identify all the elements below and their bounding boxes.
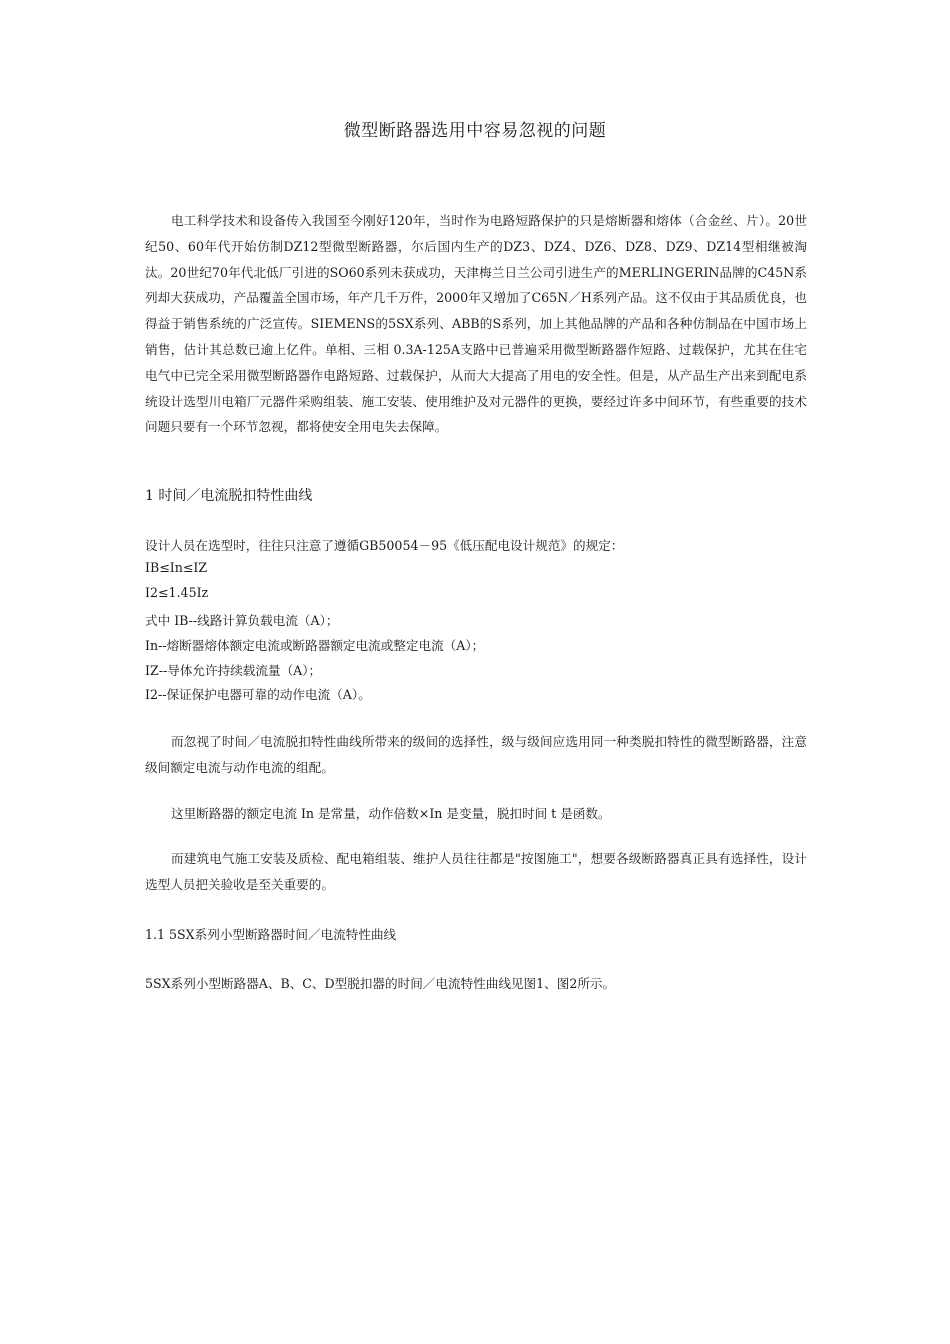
formula-line: IB≤In≤IZ [145,560,208,575]
section-1-1-heading: 1.1 5SX系列小型断路器时间／电流特性曲线 [145,927,397,942]
paragraph-selectivity: 而忽视了时间／电流脱扣特性曲线所带来的级间的选择性，级与级间应选用同一种类脱扣特性的微型断路器，注意级间额定电流与动作电流的组配。 [145,734,807,775]
paragraph-figure-reference: 5SX系列小型断路器A、B、C、D型脱扣器的时间／电流特性曲线见图1、图2所示。 [145,976,616,991]
formula-line: I2≤1.45Iz [145,585,209,600]
section-1-heading: 1 时间／电流脱扣特性曲线 [145,488,313,504]
formula-line: 式中 IB--线路计算负载电流（A）； [145,613,339,628]
formula-line: 设计人员在选型时，往往只注意了遵循GB50054－95《低压配电设计规范》的规定： [145,538,624,553]
document-title: 微型断路器选用中容易忽视的问题 [343,121,607,141]
intro-paragraph: 电工科学技术和设备传入我国至今刚好120年，当时作为电路短路保护的只是熔断器和熔体（合金丝、片）。20世纪50、60年代开始仿制DZ12型微型断路器，尔后国内生产的DZ3、DZ4、DZ6、DZ8、DZ9、DZ14型相继被淘汰。20世纪70年代北低厂引进的SO60系列未获成功，天津梅兰日兰公司引进生产的MERLINGERIN品牌的C45N系列却大获成功，产品覆盖全国市场，年产几千万件，2000年又增加了C65N／H系列产品。这不仅由于其品质优良，也得益于销售系统的广泛宣传。SIEMENS的5SX系列、ABB的S系列，加上其他品牌的产品和各种仿制品在中国市场上销售，估计其总数已逾上亿件。单相、三相 0.3A-125A支路中已普遍采用微型断路器作短路、过载保护，尤其在住宅电气中已完全采用微型断路器作电路短路、过载保护，从而大大提高了用电的安全性。但是，从产品生产出来到配电系统设计选型川电箱厂元器件采购组装、施工安装、使用维护及对元器件的更换，要经过许多中间环节，有些重要的技术问题只要有一个环节忽视，都将使安全用电失去保障。 [145,213,807,435]
formula-line: I2--保证保护电器可靠的动作电流（A）。 [145,687,371,702]
formula-line: In--熔断器熔体额定电流或断路器额定电流或整定电流（A）； [145,638,485,653]
paragraph-rated-current: 这里断路器的额定电流 In 是常量，动作倍数×In 是变量，脱扣时间 t 是函数。 [171,806,611,821]
formula-line: IZ--导体允许持续载流量（A）； [145,663,322,678]
paragraph-construction: 而建筑电气施工安装及质检、配电箱组装、维护人员往往都是"按图施工"，想要各级断路器真正具有选择性，设计选型人员把关验收是至关重要的。 [145,851,807,892]
